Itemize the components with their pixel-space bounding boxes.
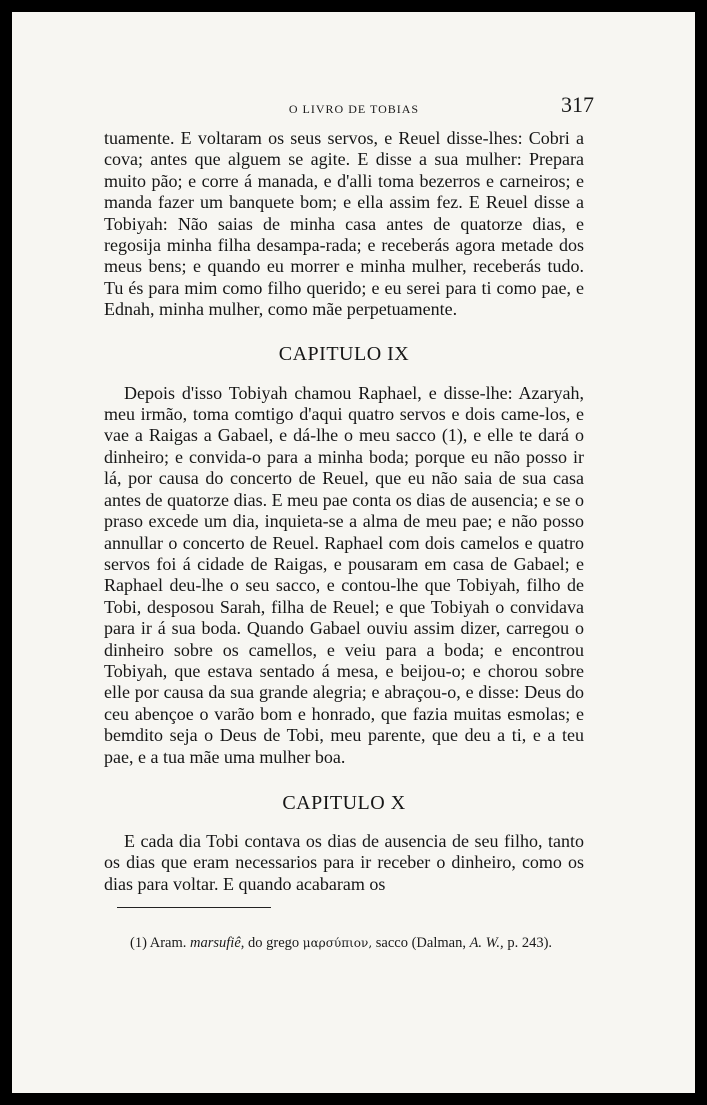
footnote-greek: μαρσύπιον, [302,936,373,950]
running-head [104,92,604,122]
footnote-text-1: do grego [248,935,300,951]
footnote [130,935,610,952]
paragraph-continuation: tuamente. E voltaram os seus servos, e Reuel disse-lhes: Cobri a cova; antes que alguem se agite. E disse a sua mulher: Prepara muito pão; e corre á manada, e d'alli toma bezerros e carneiros; e manda fazer um banquete bom; e ella assim fez. E Reuel disse a Tobiyah: Não saias de minha casa antes de quatorze dias, e regosija minha filha desampa-rada; e receberás agora metade dos meus bens; e quando eu morrer e minha mulher, receberás tudo. Tu és para mim como filho querido; e eu serei para ti como pae, e Ednah, minha mulher, como mãe perpetuamente. [104,128,584,320]
chapter-heading-x: CAPITULO X [282,791,406,814]
footnote-text-2: sacco (Dalman, [375,935,466,951]
footnote-marker: (1) Aram. [130,935,187,951]
footnote-ref: A. W., [469,935,504,951]
page-body [104,128,584,895]
paragraph-chapter-x: E cada dia Tobi contava os dias de ausencia de seu filho, tanto os dias que eram necessarios para ir receber o dinheiro, como os dias para voltar. E quando acabaram os [104,830,584,894]
book-page [12,12,695,1093]
paragraph-chapter-ix: Depois d'isso Tobiyah chamou Raphael, e disse-lhe: Azaryah, meu irmão, toma comtigo d'aqui quatro servos e dois came-los, e vae a Raigas a Gabael, e dá-lhe o meu sacco (1), e elle te dará o dinheiro; e convida-o para a minha boda; porque eu não posso ir lá, por causa do concerto de Reuel, que eu não saia de sua casa antes de quatorze dias. E meu pae conta os dias de ausencia; e se o praso excede um dia, inquieta-se a alma de meu pae; e não posso annullar o concerto de Reuel. Raphael com dois camelos e quatro servos foi á cidade de Raigas, e pousaram em casa de Gabael; e Raphael deu-lhe o seu sacco, e contou-lhe que Tobiyah, filho de Tobi, desposou Sarah, filha de Reuel; e que Tobiyah o convidava para ir á sua boda. Quando Gabael ouviu assim dizer, carregou o dinheiro sobre os camellos, e veiu para a boda; e encontrou Tobiyah, que estava sentado á mesa, e beijou-o; e chorou sobre elle por causa da sua grande alegria; e abraçou-o, e disse: Deus do ceu abençoe o varão bom e honrado, que fazia muitas esmolas; e bemdito seja o Deus de Tobi, meu parente, que deu a ti, e a teu pae, e a tua mãe uma mulher boa. [104,382,584,767]
page-number: 317 [561,92,594,117]
footnote-term: marsufiê, [190,935,245,951]
chapter-heading-ix: CAPITULO IX [278,342,410,365]
running-title: O LIVRO DE TOBIAS [288,102,420,116]
footnote-text-3: p. 243). [507,935,553,951]
footnote-divider [117,907,271,908]
